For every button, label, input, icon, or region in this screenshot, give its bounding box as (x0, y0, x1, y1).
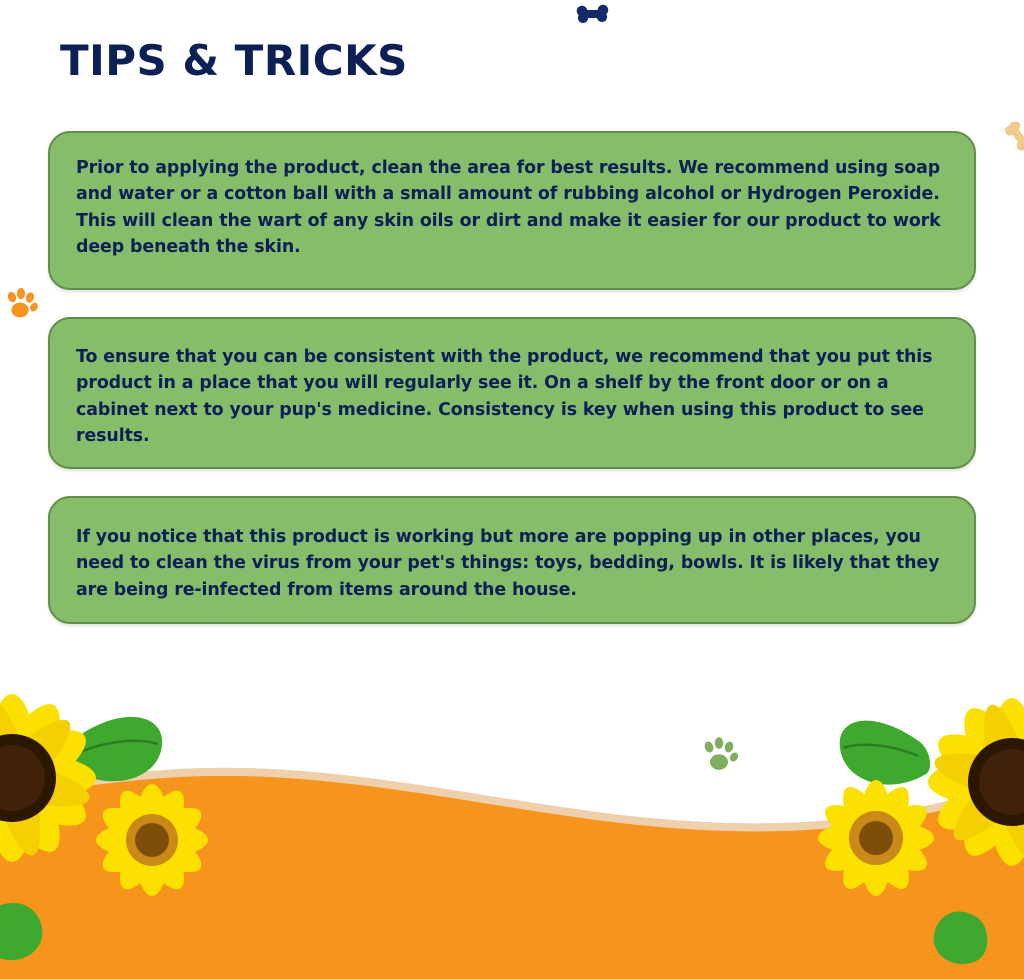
tip-card-text: If you notice that this product is working but more are popping up in other places, you need to clean the virus from your pet's things: toys, bedding, bowls. It is likely that they are being re-infected from items around the house. (76, 527, 940, 600)
tip-card (48, 496, 976, 624)
sunflower (95, 783, 210, 898)
tips-card-list (48, 131, 976, 651)
sunflower-cluster-left (0, 660, 240, 979)
page-title: TIPS & TRICKS (60, 36, 408, 85)
paw-print-icon (4, 288, 38, 325)
sunflower (926, 696, 1024, 867)
tip-card-text: Prior to applying the product, clean the area for best results. We recommend using soap and water or a cotton ball with a small amount of rubbing alcohol or Hydrogen Peroxide. This will clean the wart of any skin oils or dirt and make it easier for our product to work deep beneath the skin. (76, 158, 941, 258)
sunflower-cluster-right (800, 660, 1024, 979)
sunflower (817, 779, 935, 897)
sunflower (0, 692, 98, 863)
bone-icon (997, 122, 1024, 163)
paw-print-icon (700, 736, 740, 779)
bone-icon (576, 4, 610, 29)
tip-card-text: To ensure that you can be consistent with the product, we recommend that you put this product in a place that you will regularly see it. On a shelf by the front door or on a cabinet next to your pup's medicine. Consistency is key when using this product to see results. (76, 347, 933, 447)
tip-card (48, 131, 976, 290)
tip-card (48, 317, 976, 469)
